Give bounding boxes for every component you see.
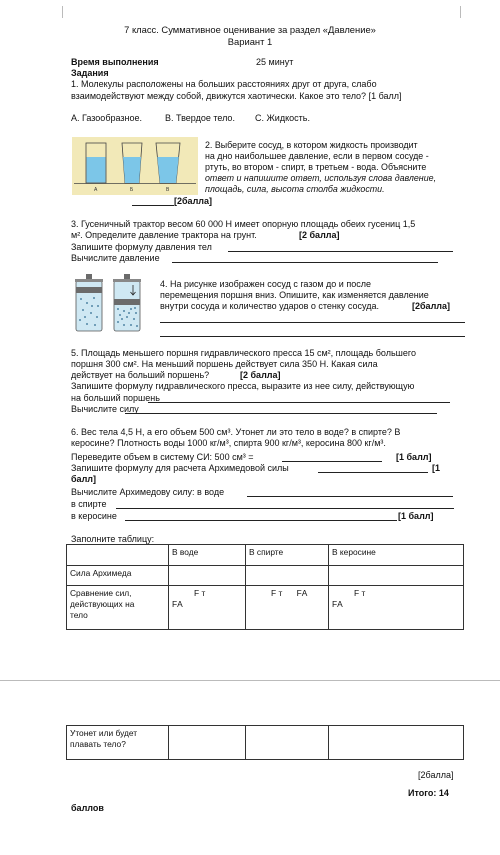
q1-text-line1: 1. Молекулы расположены на больших расстояниях друг от друга, слабо	[71, 79, 377, 89]
q2-text-line4: ответ и напишите ответ, используя слова давление,	[205, 173, 437, 183]
table-header-spirit: В спирте	[246, 545, 329, 566]
q6-answer-line-3	[247, 496, 453, 497]
q3-score: [2 балла]	[299, 230, 340, 240]
q6-line4-score: [1	[432, 463, 441, 473]
row-label-comparison-line3: тело	[70, 610, 88, 620]
q3-text-line3: Запишите формулу давления тел	[71, 242, 212, 252]
tasks-label: Задания	[71, 68, 109, 78]
time-value: 25 минут	[256, 57, 294, 67]
q6-text-line8: в керосине	[71, 511, 117, 521]
piston-vessel-before	[75, 274, 103, 331]
row-label-sink-or-float	[67, 726, 169, 760]
table-header-kerosene: В керосине	[329, 545, 464, 566]
q6-line3-score: [1 балл]	[396, 452, 432, 462]
row-label-comparison-line1: Сравнение сил,	[70, 588, 132, 598]
q4-text-line1: 4. На рисунке изображен сосуд с газом до и после	[160, 279, 371, 289]
q6-text-line3: Переведите объем в систему СИ: 500 см³ =	[71, 452, 254, 462]
q6-text-line1: 6. Вес тела 4,5 Н, а его объем 500 см³. Утонет ли это тело в воде? в спирте? В	[71, 427, 401, 437]
q6-line5: балл]	[71, 474, 96, 484]
piston-figure	[72, 273, 152, 333]
vessel-b-label: Б	[130, 187, 134, 193]
table-intro: Заполните таблицу:	[71, 534, 155, 544]
time-label: Время выполнения	[71, 57, 159, 67]
archimedes-table	[66, 544, 464, 630]
q6-answer-line-2	[318, 472, 428, 473]
cell-archimedes-water[interactable]	[169, 566, 246, 586]
q4-text-line3: внутри сосуда и количество ударов о стенку сосуда.	[160, 301, 379, 311]
q6-answer-line-5	[125, 520, 397, 521]
row-label-sink-line2: плавать тело?	[70, 739, 126, 749]
q1-option-a: А. Газообразное.	[71, 113, 142, 123]
piston-vessel-after	[113, 274, 141, 331]
vessels-figure	[72, 137, 198, 195]
q5-text-line6: Вычислите силу	[71, 404, 139, 414]
cell-archimedes-kerosene[interactable]	[329, 566, 464, 586]
cell-comparison-kerosene[interactable]	[329, 586, 464, 630]
vessel-a-label: А	[94, 187, 98, 193]
q6-text-line7: в спирте	[71, 499, 107, 509]
q2-text-line3: ртуть, во втором - спирт, в третьем - вода. Объясните	[205, 162, 427, 172]
q2-text-line1: 2. Выберите сосуд, в котором жидкость производит	[205, 140, 418, 150]
page-title: 7 класс. Суммативное оценивание за раздел «Давление»	[124, 24, 376, 35]
q2-text-line5: площадь, сила, высота столба жидкости.	[205, 184, 385, 194]
q5-text-line3: действует на больший поршень?	[71, 370, 210, 380]
fa-label-kerosene: FА	[332, 599, 343, 609]
fa-label-water: FА	[172, 599, 183, 609]
table-row-archimedes	[67, 566, 464, 586]
q2-text-line2: на дно наибольшее давление, если в первом сосуде -	[205, 151, 429, 161]
q3-text-line2: м². Определите давление трактора на грунт.	[71, 230, 257, 240]
q5-answer-line-2	[125, 413, 437, 414]
cell-sink-spirit[interactable]	[246, 726, 329, 760]
q6-text-line6: Вычислите Архимедову силу: в воде	[71, 487, 225, 497]
cell-archimedes-spirit[interactable]	[246, 566, 329, 586]
crop-mark-top-right	[460, 6, 473, 18]
cell-sink-water[interactable]	[169, 726, 246, 760]
q6-text-line2: керосине? Плотность воды 1000 кг/м³, спирта 900 кг/м³, керосина 800 кг/м³.	[71, 438, 386, 448]
ft-label-spirit: F т	[271, 588, 283, 598]
cell-comparison-spirit[interactable]	[246, 586, 329, 630]
page-break-line	[0, 680, 500, 681]
q6-line8-score: [1 балл]	[398, 511, 434, 521]
q3-answer-line-2	[172, 262, 438, 263]
ft-label-water: F т	[194, 588, 206, 598]
q4-answer-line-1	[160, 322, 465, 323]
archimedes-table-continued	[66, 725, 464, 760]
table-header-empty	[67, 545, 169, 566]
row-label-sink-line1: Утонет или будет	[70, 728, 138, 738]
q5-text-line5: на больший поршень	[71, 393, 160, 403]
variant-label: Вариант 1	[227, 36, 273, 47]
crop-mark-top-left	[62, 6, 75, 18]
cell-comparison-water[interactable]	[169, 586, 246, 630]
footer-score: [2балла]	[418, 770, 454, 780]
footer-total: Итого: 14	[408, 788, 449, 798]
ft-label-kerosene: F т	[354, 588, 366, 598]
row-label-comparison	[67, 586, 169, 630]
fa-label-spirit: FА	[296, 588, 308, 598]
table-header-water: В воде	[169, 545, 246, 566]
q2-score: [2балла]	[174, 196, 213, 206]
q6-answer-line-1	[282, 461, 382, 462]
q3-text-line4: Вычислите давление	[71, 253, 160, 263]
row-label-archimedes: Сила Архимеда	[67, 566, 169, 586]
q5-answer-line-1	[148, 402, 450, 403]
q3-text-line1: 3. Гусеничный трактор весом 60 000 Н имеет опорную площадь обеих гусениц 1,5	[71, 219, 416, 229]
q5-text-line4: Запишите формулу гидравлического пресса, выразите из нее силу, действующую	[71, 381, 415, 391]
q3-answer-line-1	[228, 251, 453, 252]
q1-option-b: В. Твердое тело.	[165, 113, 235, 123]
q5-text-line2: поршня 300 см². На меньший поршень действует сила 350 Н. Какая сила	[71, 359, 378, 369]
cell-sink-kerosene[interactable]	[329, 726, 464, 760]
q1-text-line2: взаимодействуют между собой, движутся хаотически. Какое это тело? [1 балл]	[71, 91, 402, 101]
q1-option-c: С. Жидкость.	[255, 113, 310, 123]
table-header-row	[67, 545, 464, 566]
row-label-comparison-line2: действующих на	[70, 599, 135, 609]
q6-text-line4: Запишите формулу для расчета Архимедовой силы	[71, 463, 289, 473]
footer-points: баллов	[71, 803, 104, 813]
table-row-sink-or-float	[67, 726, 464, 760]
q6-answer-line-4	[116, 508, 454, 509]
q2-answer-line	[132, 205, 174, 206]
q4-text-line2: перемещения поршня вниз. Опишите, как изменяется давление	[160, 290, 429, 300]
vessel-c-label: В	[166, 187, 170, 193]
q5-score: [2 балла]	[240, 370, 281, 380]
q5-text-line1: 5. Площадь меньшего поршня гидравлического пресса 15 см², площадь большего	[71, 348, 416, 358]
q4-answer-line-2	[160, 336, 465, 337]
table-row-comparison	[67, 586, 464, 630]
q4-score: [2балла]	[412, 301, 451, 311]
